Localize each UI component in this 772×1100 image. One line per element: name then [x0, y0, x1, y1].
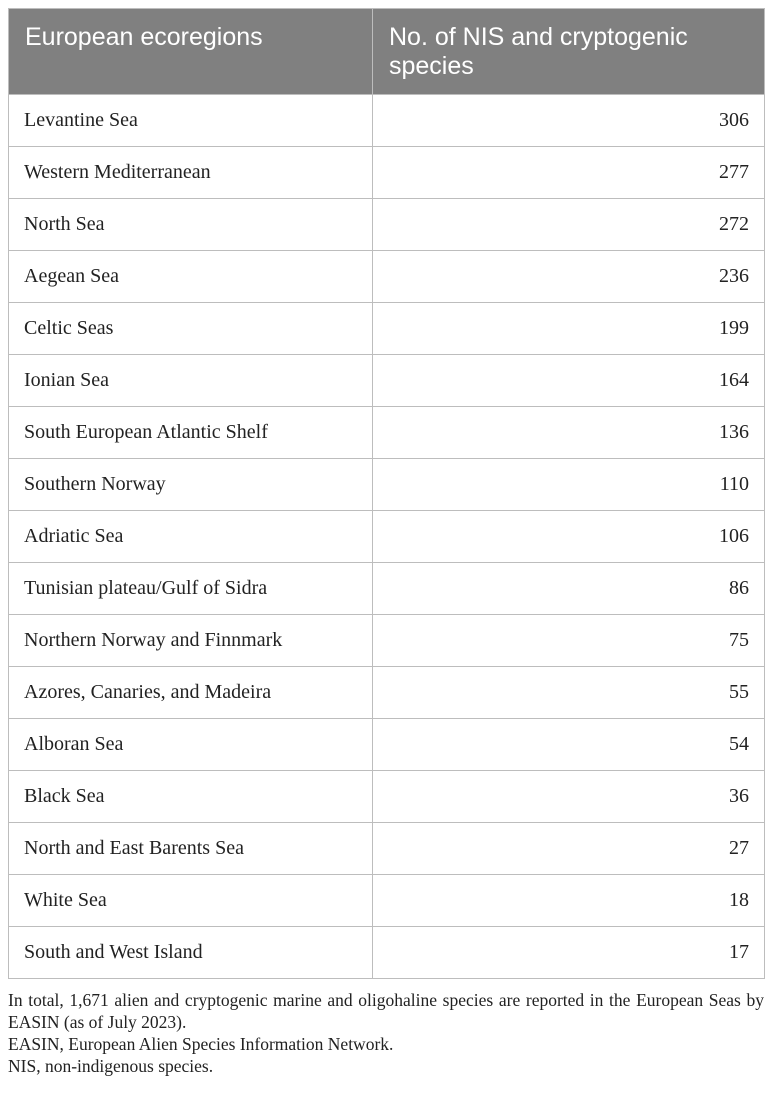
ecoregions-table: [8, 8, 765, 979]
table-row: [9, 563, 765, 615]
ecoregion-name: South European Atlantic Shelf: [9, 407, 373, 459]
species-count: 236: [373, 251, 765, 303]
species-count: 306: [373, 95, 765, 147]
ecoregion-name: Levantine Sea: [9, 95, 373, 147]
ecoregion-name: Southern Norway: [9, 459, 373, 511]
table-row: [9, 199, 765, 251]
header-row: [9, 9, 765, 95]
header-ecoregions: European ecoregions: [9, 9, 373, 95]
ecoregion-name: South and West Island: [9, 927, 373, 979]
table-row: [9, 667, 765, 719]
footnote-total: In total, 1,671 alien and cryptogenic marine and oligohaline species are reported in the European Seas by EASIN (as of July 2023).: [8, 990, 764, 1032]
species-count: 75: [373, 615, 765, 667]
species-count: 136: [373, 407, 765, 459]
species-count: 36: [373, 771, 765, 823]
table-row: [9, 771, 765, 823]
table-row: [9, 875, 765, 927]
footnote-easin: EASIN, European Alien Species Information Network.: [8, 1034, 394, 1054]
ecoregion-name: North Sea: [9, 199, 373, 251]
ecoregion-name: North and East Barents Sea: [9, 823, 373, 875]
species-count: 86: [373, 563, 765, 615]
table-footnotes: [8, 989, 764, 1077]
table-row: [9, 823, 765, 875]
table-body: [9, 95, 765, 979]
species-count: 277: [373, 147, 765, 199]
ecoregion-name: Aegean Sea: [9, 251, 373, 303]
species-count: 164: [373, 355, 765, 407]
table-row: [9, 927, 765, 979]
species-count: 17: [373, 927, 765, 979]
table-row: [9, 303, 765, 355]
table-row: [9, 511, 765, 563]
ecoregion-name: Western Mediterranean: [9, 147, 373, 199]
species-count: 55: [373, 667, 765, 719]
ecoregion-name: Tunisian plateau/Gulf of Sidra: [9, 563, 373, 615]
ecoregion-name: Alboran Sea: [9, 719, 373, 771]
table-row: [9, 251, 765, 303]
table-row: [9, 147, 765, 199]
species-count: 27: [373, 823, 765, 875]
table-row: [9, 719, 765, 771]
species-count: 110: [373, 459, 765, 511]
table-row: [9, 95, 765, 147]
species-count: 18: [373, 875, 765, 927]
document: [8, 8, 764, 1077]
ecoregion-name: Northern Norway and Finnmark: [9, 615, 373, 667]
species-count: 272: [373, 199, 765, 251]
species-count: 54: [373, 719, 765, 771]
table-row: [9, 459, 765, 511]
footnote-nis: NIS, non-indigenous species.: [8, 1056, 214, 1076]
header-species-count: No. of NIS and cryptogenic species: [373, 9, 765, 95]
species-count: 106: [373, 511, 765, 563]
table-header: [9, 9, 765, 95]
species-count: 199: [373, 303, 765, 355]
ecoregion-name: Adriatic Sea: [9, 511, 373, 563]
ecoregion-name: Black Sea: [9, 771, 373, 823]
table-row: [9, 355, 765, 407]
ecoregion-name: White Sea: [9, 875, 373, 927]
ecoregion-name: Ionian Sea: [9, 355, 373, 407]
ecoregion-name: Celtic Seas: [9, 303, 373, 355]
ecoregion-name: Azores, Canaries, and Madeira: [9, 667, 373, 719]
table-row: [9, 615, 765, 667]
table-row: [9, 407, 765, 459]
